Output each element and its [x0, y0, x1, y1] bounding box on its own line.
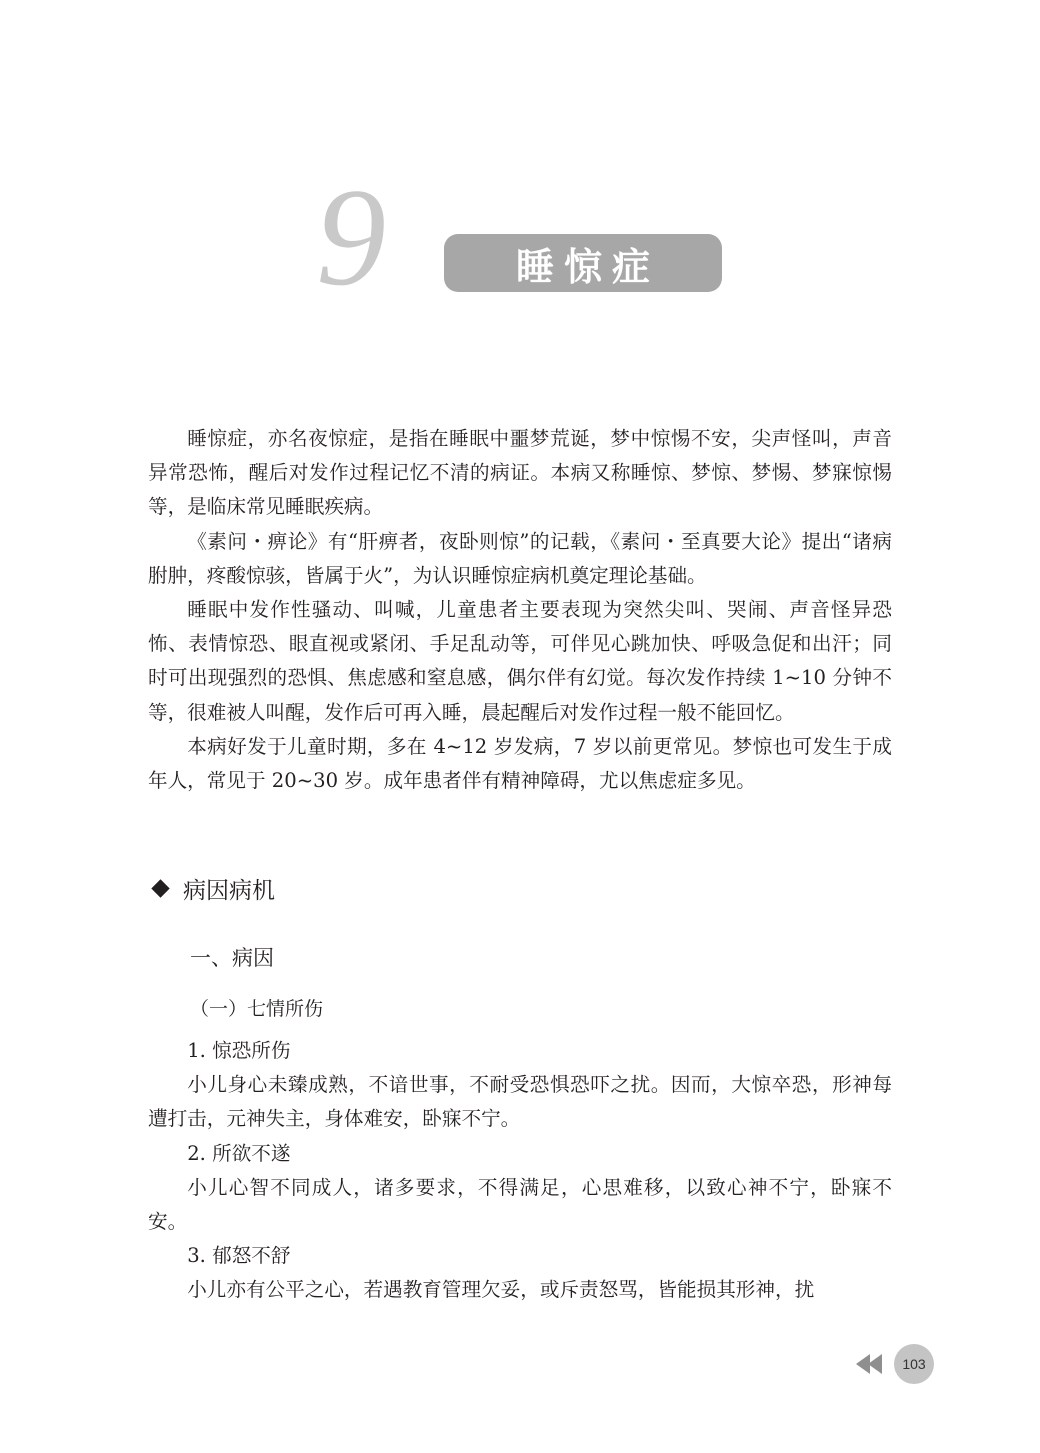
- causes-text: [148, 1034, 892, 1308]
- item-1-text: 小儿身心未臻成熟，不谙世事，不耐受恐惧恐吓之扰。因而，大惊卒恐，形神每遭打击，元神失主，身体难安，卧寐不宁。: [148, 1073, 892, 1131]
- subheading-emotions: （一）七情所伤: [190, 998, 324, 1020]
- item-1-title: 1. 惊恐所伤: [187, 1039, 291, 1062]
- chapter-number: 9: [316, 160, 386, 315]
- intro-paragraph-3: 睡眠中发作性骚动、叫喊，儿童患者主要表现为突然尖叫、哭闹、声音怪异恐怖、表情惊恐、眼直视或紧闭、手足乱动等，可伴见心跳加快、呼吸急促和出汗；同时可出现强烈的恐惧、焦虑感和窒息感，偶尔伴有幻觉。每次发作持续 1~10 分钟不等，很难被人叫醒，发作后可再入睡，晨起醒后对发作过程一般不能回忆。: [148, 598, 892, 724]
- intro-paragraph-2: 《素问・痹论》有“肝痹者，夜卧则惊”的记载，《素问・至真要大论》提出“诸病胕肿，疼酸惊骇，皆属于火”，为认识睡惊症病机奠定理论基础。: [148, 529, 892, 587]
- section-heading-text: 病因病机: [183, 878, 275, 904]
- double-chevron-left-icon: [854, 1354, 890, 1374]
- section-heading: [150, 872, 275, 905]
- item-2-text: 小儿心智不同成人，诸多要求，不得满足，心思难移，以致心神不宁，卧寐不安。: [148, 1175, 892, 1234]
- item-3-text: 小儿亦有公平之心，若遇教育管理欠妥，或斥责怒骂，皆能损其形神，扰: [187, 1278, 815, 1302]
- page-footer: [854, 1344, 934, 1384]
- item-2-title: 2. 所欲不遂: [187, 1141, 291, 1165]
- intro-text: [148, 422, 892, 798]
- intro-paragraph-1: 睡惊症，亦名夜惊症，是指在睡眠中噩梦荒诞，梦中惊惕不安，尖声怪叫，声音异常恐怖，醒后对发作过程记忆不清的病证。本病又称睡惊、梦惊、梦惕、梦寐惊惕等，是临床常见睡眠疾病。: [148, 427, 892, 519]
- diamond-bullet-icon: [151, 879, 169, 897]
- chapter-title: 睡惊症: [515, 244, 660, 289]
- item-3-title: 3. 郁怒不舒: [187, 1244, 291, 1268]
- subheading-causes: 一、病因: [190, 946, 274, 970]
- intro-paragraph-4: 本病好发于儿童时期，多在 4~12 岁发病，7 岁以前更常见。梦惊也可发生于成年人，常见于 20~30 岁。成年患者伴有精神障碍，尤以焦虑症多见。: [148, 734, 892, 793]
- page-number: 103: [894, 1344, 934, 1384]
- chapter-title-banner: [444, 234, 722, 292]
